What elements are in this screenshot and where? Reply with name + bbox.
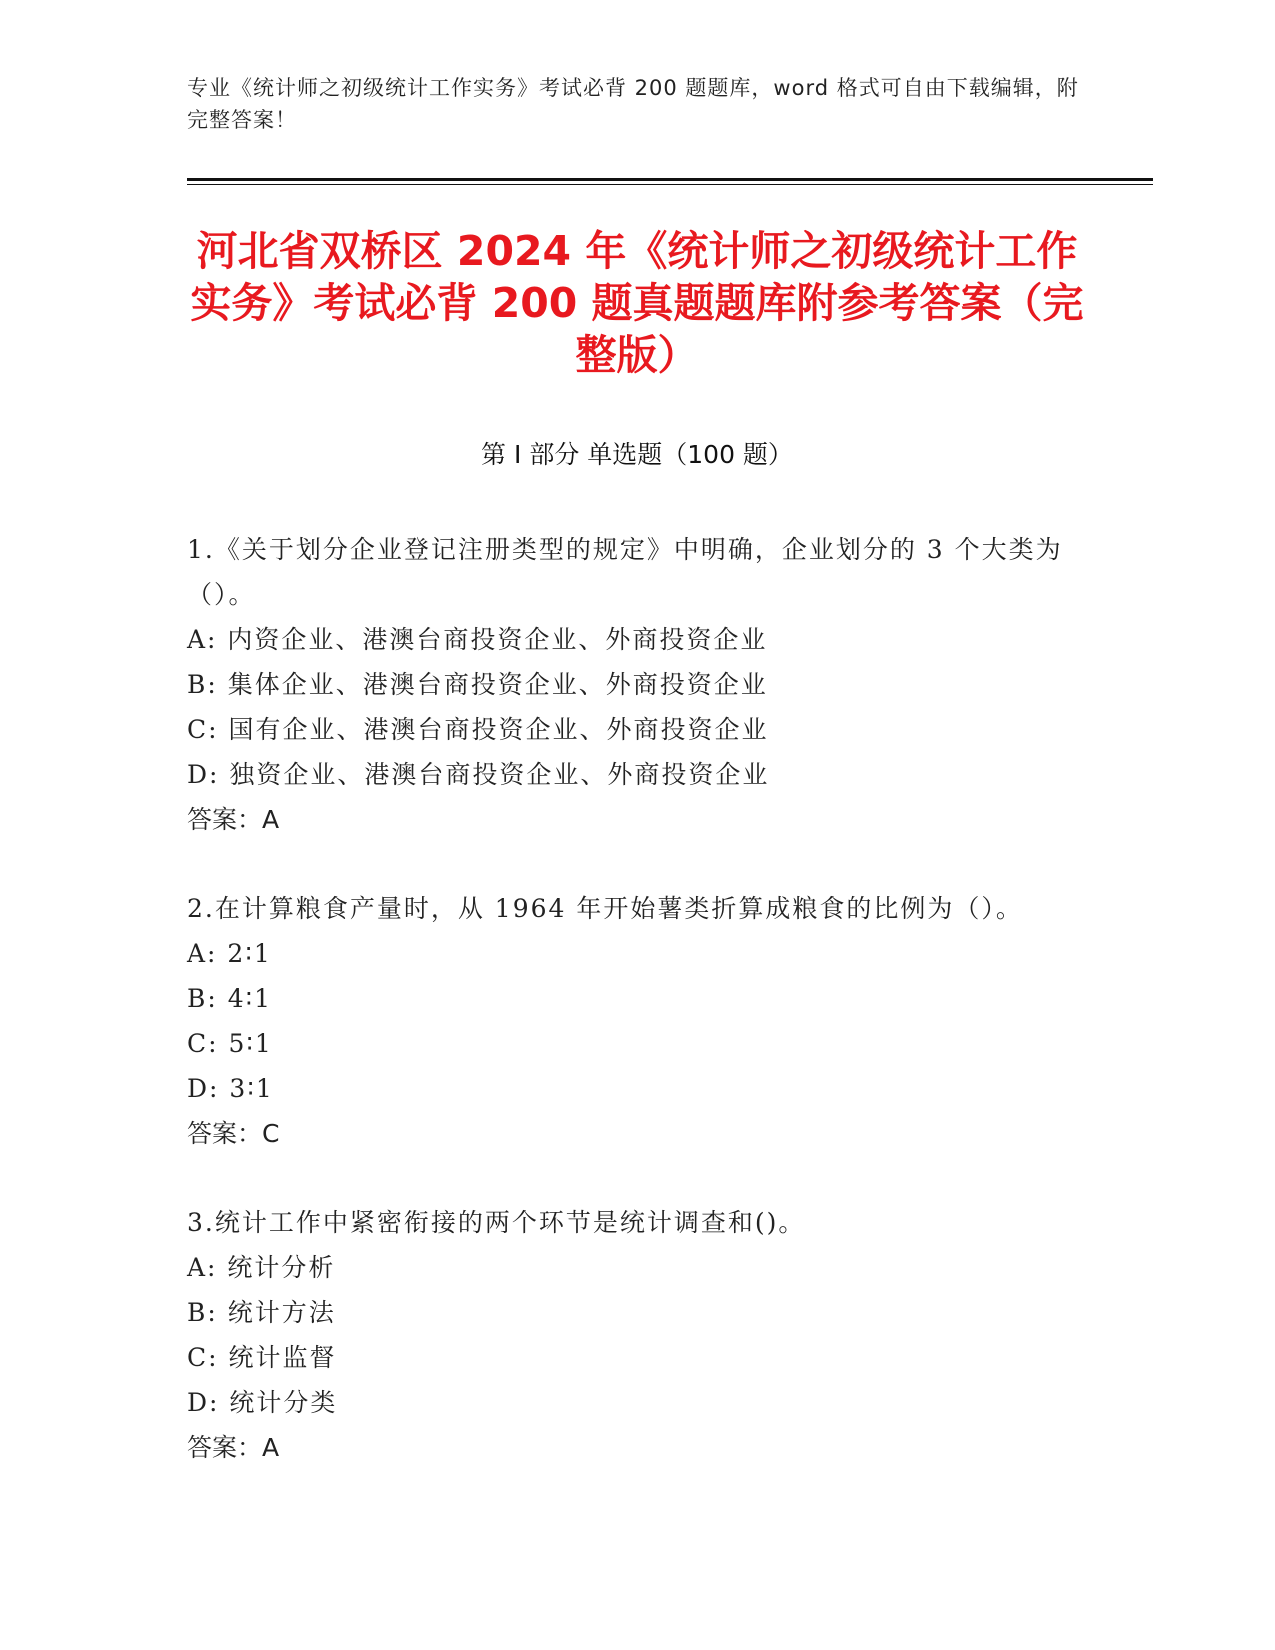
option-d: D: 3∶1	[187, 1074, 274, 1103]
header-divider-thick	[187, 178, 1153, 181]
option-a: A: 内资企业、港澳台商投资企业、外商投资企业	[187, 625, 768, 654]
question-3	[187, 1200, 1087, 1470]
question-2	[187, 886, 1087, 1156]
question-stem: 2.在计算粮食产量时，从 1964 年开始薯类折算成粮食的比例为（）。	[187, 894, 1023, 923]
answer: 答案：A	[187, 1433, 280, 1462]
option-a: A: 2∶1	[187, 939, 272, 968]
option-b: B: 统计方法	[187, 1298, 336, 1327]
option-b: B: 4∶1	[187, 984, 273, 1013]
header-divider-thin	[187, 184, 1153, 185]
option-c: C: 国有企业、港澳台商投资企业、外商投资企业	[187, 715, 769, 744]
option-c: C: 5∶1	[187, 1029, 273, 1058]
question-stem: 1.《关于划分企业登记注册类型的规定》中明确，企业划分的 3 个大类为（）。	[187, 535, 1063, 609]
option-d: D: 独资企业、港澳台商投资企业、外商投资企业	[187, 760, 770, 789]
option-d: D: 统计分类	[187, 1388, 338, 1417]
header-note: 专业《统计师之初级统计工作实务》考试必背 200 题题库，word 格式可自由下载编辑，附完整答案！	[187, 76, 1079, 132]
section-title: 第 I 部分 单选题（100 题）	[481, 440, 793, 469]
question-stem: 3.统计工作中紧密衔接的两个环节是统计调查和()。	[187, 1208, 806, 1237]
option-c: C: 统计监督	[187, 1343, 337, 1372]
option-b: B: 集体企业、港澳台商投资企业、外商投资企业	[187, 670, 768, 699]
question-1	[187, 527, 1087, 842]
option-a: A: 统计分析	[187, 1253, 336, 1282]
document-title: 河北省双桥区 2024 年《统计师之初级统计工作实务》考试必背 200 题真题题库附参考答案（完整版）	[190, 227, 1084, 379]
answer: 答案：C	[187, 1119, 280, 1148]
question-list	[187, 527, 1087, 1514]
answer: 答案：A	[187, 805, 280, 834]
